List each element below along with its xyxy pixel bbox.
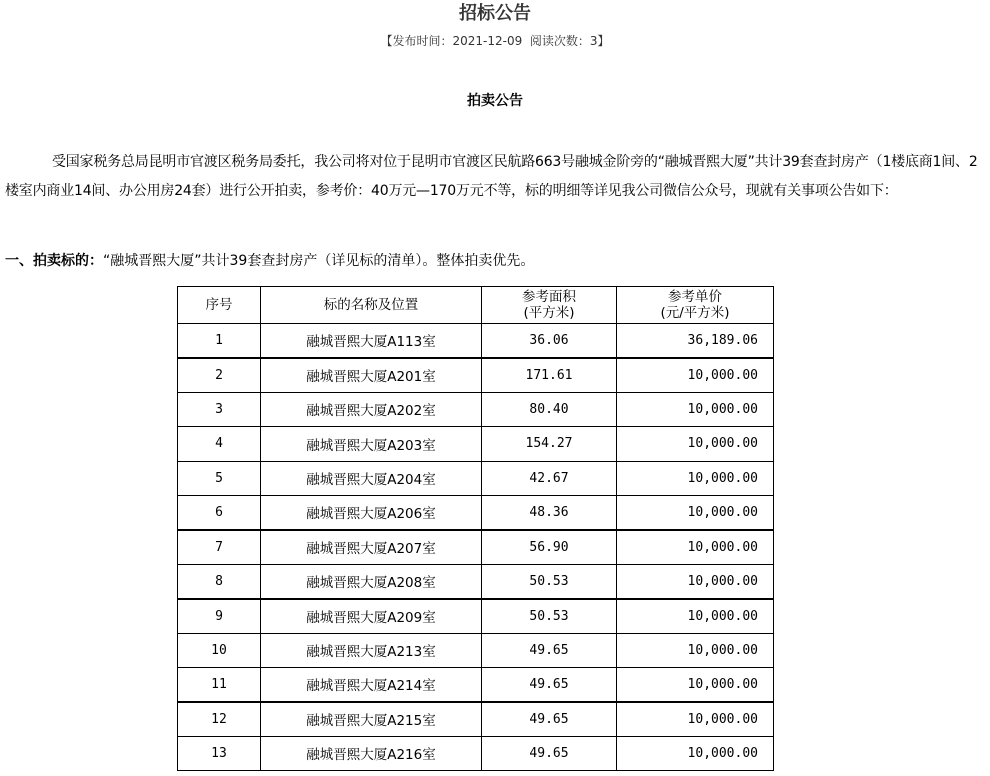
cell-name: 融城晋熙大厦A216室 [261,736,482,770]
cell-name: 融城晋熙大厦A215室 [261,702,482,736]
cell-area: 56.90 [482,530,617,564]
cell-no: 2 [178,358,261,392]
section-text: “融城晋熙大厦”共计39套查封房产（详见标的清单）。整体拍卖优先。 [103,253,535,269]
header-price-line2: (元/平方米) [660,305,730,321]
cell-name: 融城晋熙大厦A113室 [261,324,482,358]
publish-meta: 【发布时间：2021-12-09 阅读次数：3】 [380,34,610,48]
cell-area: 49.65 [482,633,617,667]
cell-name: 融城晋熙大厦A202室 [261,392,482,426]
cell-area: 42.67 [482,461,617,495]
cell-price: 10,000.00 [617,495,774,529]
section-heading-lots [5,251,534,271]
cell-name: 融城晋熙大厦A206室 [261,495,482,529]
cell-price: 10,000.00 [617,427,774,461]
table-header-row [178,287,774,324]
cell-price: 10,000.00 [617,702,774,736]
cell-no: 6 [178,495,261,529]
cell-price: 10,000.00 [617,599,774,633]
table-row [178,564,774,598]
cell-price: 10,000.00 [617,530,774,564]
cell-no: 10 [178,633,261,667]
cell-name: 融城晋熙大厦A213室 [261,633,482,667]
cell-area: 48.36 [482,495,617,529]
lots-table [177,286,774,771]
cell-area: 49.65 [482,702,617,736]
header-name: 标的名称及位置 [261,287,482,324]
table-row [178,702,774,736]
cell-name: 融城晋熙大厦A201室 [261,358,482,392]
table-row [178,358,774,392]
cell-price: 10,000.00 [617,736,774,770]
cell-price: 36,189.06 [617,324,774,358]
table-row [178,667,774,701]
article-subtitle: 拍卖公告 [467,93,523,109]
table-row [178,461,774,495]
cell-area: 49.65 [482,667,617,701]
header-area [482,287,617,324]
table-row [178,427,774,461]
cell-price: 10,000.00 [617,392,774,426]
cell-no: 13 [178,736,261,770]
cell-area: 49.65 [482,736,617,770]
cell-no: 12 [178,702,261,736]
cell-price: 10,000.00 [617,667,774,701]
cell-no: 8 [178,564,261,598]
cell-area: 50.53 [482,599,617,633]
cell-no: 4 [178,427,261,461]
cell-price: 10,000.00 [617,358,774,392]
cell-price: 10,000.00 [617,633,774,667]
cell-area: 36.06 [482,324,617,358]
cell-name: 融城晋熙大厦A203室 [261,427,482,461]
cell-name: 融城晋熙大厦A209室 [261,599,482,633]
table-row [178,530,774,564]
cell-name: 融城晋熙大厦A214室 [261,667,482,701]
cell-name: 融城晋熙大厦A207室 [261,530,482,564]
intro-paragraph: 受国家税务总局昆明市官渡区税务局委托，我公司将对位于昆明市官渡区民航路663号融城金阶旁的“融城晋熙大厦”共计39套查封房产（1楼底商1间、2楼室内商业14间、办公用房24套）进行公开拍卖，参考价：40万元—170万元不等，标的明细等详见我公司微信公众号，现就有关事项公告如下： [5,154,978,199]
cell-price: 10,000.00 [617,564,774,598]
header-no: 序号 [178,287,261,324]
section-label: 一、拍卖标的： [5,253,103,269]
table-row [178,495,774,529]
cell-no: 5 [178,461,261,495]
cell-area: 171.61 [482,358,617,392]
table-row [178,324,774,358]
cell-no: 7 [178,530,261,564]
cell-no: 3 [178,392,261,426]
table-row [178,599,774,633]
cell-area: 80.40 [482,392,617,426]
cell-name: 融城晋熙大厦A204室 [261,461,482,495]
table-row [178,633,774,667]
cell-no: 1 [178,324,261,358]
cell-area: 154.27 [482,427,617,461]
cell-no: 11 [178,667,261,701]
table-row [178,392,774,426]
cell-price: 10,000.00 [617,461,774,495]
cell-no: 9 [178,599,261,633]
page-title: 招标公告 [459,3,531,24]
header-area-line1: 参考面积 [522,289,576,305]
header-price [617,287,774,324]
cell-area: 50.53 [482,564,617,598]
header-area-line2: (平方米) [523,305,575,321]
table-row [178,736,774,770]
cell-name: 融城晋熙大厦A208室 [261,564,482,598]
header-price-line1: 参考单价 [668,289,722,305]
